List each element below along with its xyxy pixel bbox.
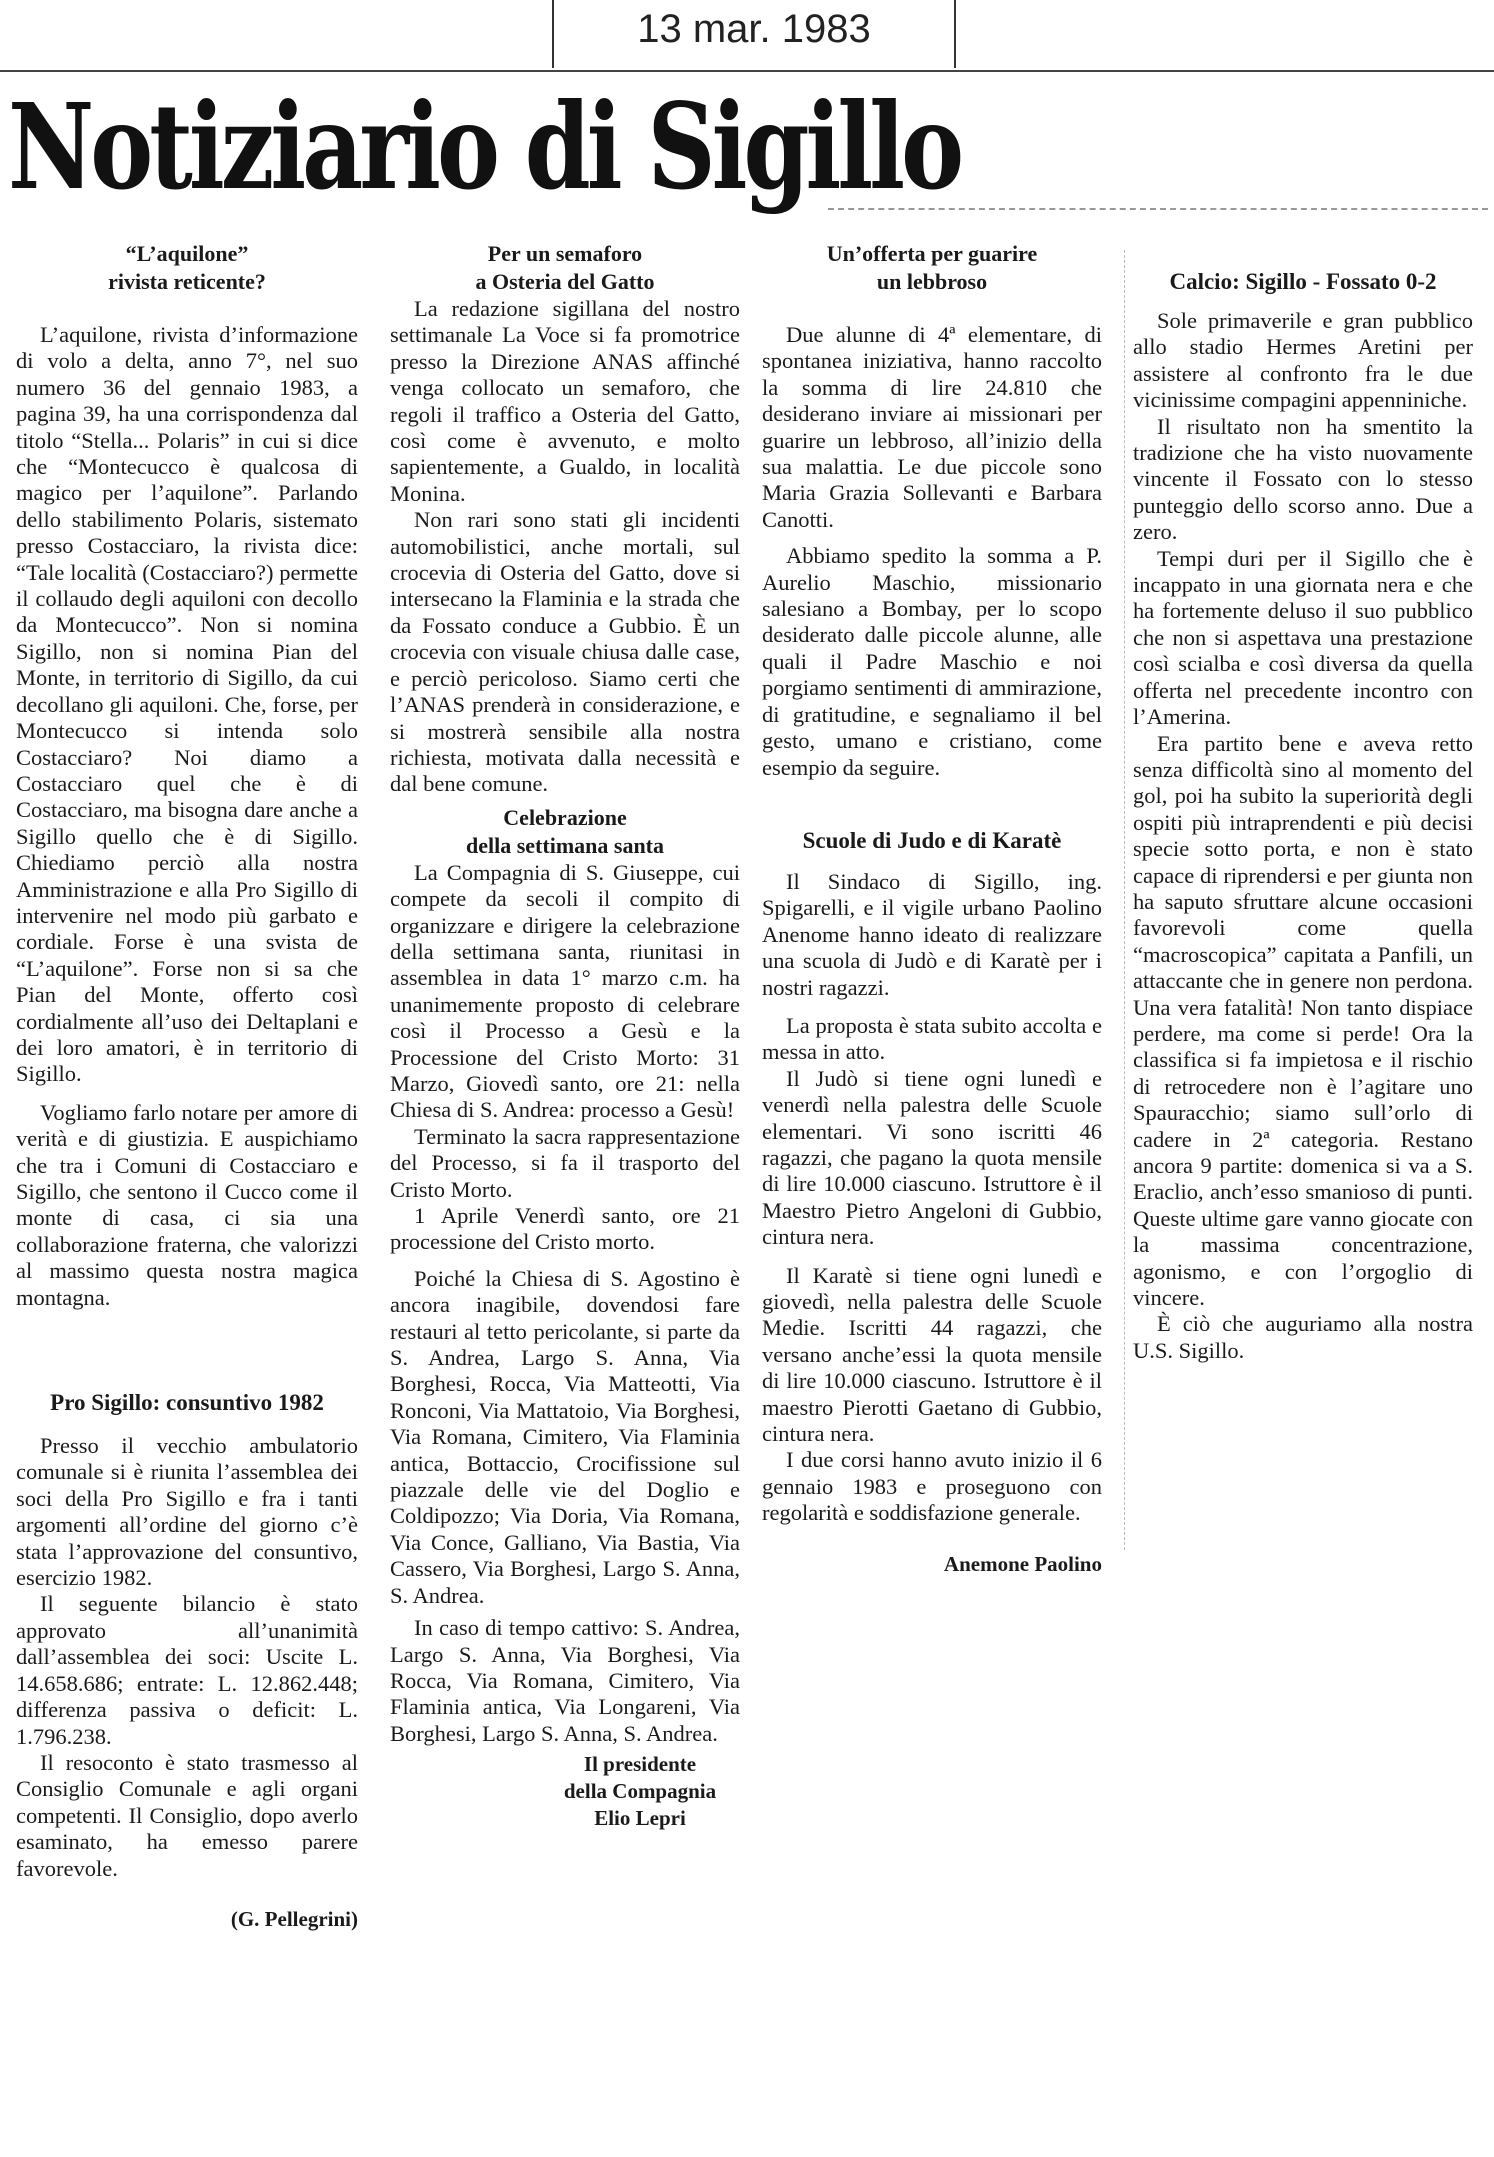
article-lebbroso xyxy=(762,240,1102,781)
article-paragraph: Sole primaverile e gran pubblico allo stadio Hermes Aretini per assistere al confronto fra le due vicinissime compagini appenniniche. xyxy=(1133,308,1473,413)
column-1 xyxy=(16,240,358,1933)
article-paragraph: I due corsi hanno avuto inizio il 6 gennaio 1983 e proseguono con regolarità e soddisfazione generale. xyxy=(762,1447,1102,1526)
article-paragraph: Non rari sono stati gli incidenti automobilistici, anche mortali, sul crocevia di Osteria del Gatto, dove si intersecano la Flaminia e la strada che da Fossato conduce a Gubbio. È un crocevia con visuale chiusa dalle case, e perciò pericoloso. Siamo certi che l’ANAS prenderà in considerazione, e si mostrerà sensibile alla nostra richiesta, motivata dalla necessità e dal bene comune. xyxy=(390,507,740,797)
article-paragraph: Era partito bene e aveva retto senza difficoltà sino al momento del gol, poi ha subito la superiorità degli ospiti più intraprendenti e più decisi specie sotto porta, e non è stato capace di riprendersi e per giunta non ha saputo sfruttare alcune occasioni favorevoli come quella “macroscopica” capitata a Panfili, un attaccante che in genere non perdona. Una vera fatalità! Non tanto dispiace perdere, ma come si perde! Ora la classifica si fa impietosa e il rischio di retrocedere non è l’agitare uno Spauracchio; siamo sull’orlo di cadere in 2ª categoria. Restano ancora 9 partite: domenica si va a S. Eraclio, anch’esso smanioso di punti. Queste ultime gare vanno giocate con la massima concentrazione, agonismo, e con l’orgoglio di vincere. xyxy=(1133,730,1473,1311)
article-paragraph: Presso il vecchio ambulatorio comunale si è riunita l’assemblea dei soci della Pro Sigillo e fra i tanti argomenti all’ordine del giorno c’è stata l’approvazione del consuntivo, esercizio 1982. xyxy=(16,1433,358,1591)
article-judo xyxy=(762,827,1102,1578)
article-paragraph: La redazione sigillana del nostro settimanale La Voce si fa promotrice presso la Direzione ANAS affinché venga collocato un semaforo, che regoli il traffico a Osteria del Gatto, così come è avvenuto, e molto sapientemente, a Gualdo, in località Monina. xyxy=(390,296,740,506)
article-paragraph: È ciò che auguriamo alla nostra U.S. Sigillo. xyxy=(1133,1311,1473,1363)
article-paragraph: Il Sindaco di Sigillo, ing. Spigarelli, e il vigile urbano Paolino Anenome hanno ideato di realizzare una scuola di Judò e di Karatè per i nostri ragazzi. xyxy=(762,868,1102,1000)
article-settimana-santa xyxy=(390,804,740,1832)
article-paragraph: In caso di tempo cattivo: S. Andrea, Largo S. Anna, Via Borghesi, Via Rocca, Via Romana, Cimitero, Via Flaminia antica, Via Longareni, Via Borghesi, Largo S. Anna, S. Andrea. xyxy=(390,1615,740,1746)
article-paragraph: Il Judò si tiene ogni lunedì e venerdì nella palestra delle Scuole elementari. Vi sono iscritti 46 ragazzi, che pagano la quota mensile di lire 10.000 ciascuno. Istruttore è il Maestro Pietro Angeloni di Gubbio, cintura nera. xyxy=(762,1065,1102,1250)
article-paragraph: Il seguente bilancio è stato approvato all’unanimità dall’assemblea dei soci: Uscite L. 14.658.686; entrate: L. 12.862.448; differenza passiva o deficit: L. 1.796.238. xyxy=(16,1591,358,1749)
article-paragraph: La proposta è stata subito accolta e messa in atto. xyxy=(762,1012,1102,1065)
article-paragraph: La Compagnia di S. Giuseppe, cui compete da secoli il compito di organizzare e dirigere la celebrazione della settimana santa, riunitasi in assemblea in data 1° marzo c.m. ha unanimemente proposto di celebrare così il Processo a Gesù e la Processione del Cristo Morto: 31 Marzo, Giovedì santo, ore 21: nella Chiesa di S. Andrea: processo a Gesù! xyxy=(390,859,740,1123)
article-signature-line3: Elio Lepri xyxy=(594,1806,686,1831)
article-title: Un’offerta per guarire xyxy=(826,241,1038,266)
article-title: Scuole di Judo e di Karatè xyxy=(802,827,1062,853)
article-paragraph: Il resoconto è stato trasmesso al Consiglio Comunale e agli organi competenti. Il Consiglio, dopo averlo esaminato, ha emesso parere favorevole. xyxy=(16,1749,358,1881)
article-paragraph: Vogliamo farlo notare per amore di verità e di giustizia. E auspichiamo che tra i Comuni di Costacciaro e Sigillo, che sentono il Cucco come il monte di casa, ci sia una collaborazione fraterna, che valorizzi al massimo questa nostra magica montagna. xyxy=(16,1099,358,1310)
article-title-line2: rivista reticente? xyxy=(108,269,266,294)
column-2 xyxy=(390,240,740,1832)
article-title: Celebrazione xyxy=(503,804,627,830)
masthead-title: Notiziario di Sigillo xyxy=(8,77,961,216)
article-paragraph: Due alunne di 4ª elementare, di spontanea iniziativa, hanno raccolto la somma di lire 24.810 che desiderano inviare ai missionari per guarire un lebbroso, all’inizio della sua malattia. Le due piccole sono Maria Grazia Sollevanti e Barbara Canotti. xyxy=(762,322,1102,532)
article-paragraph: 1 Aprile Venerdì santo, ore 21 processione del Cristo morto. xyxy=(390,1203,740,1255)
article-signature: Il presidente xyxy=(583,1752,697,1777)
article-paragraph: Il risultato non ha smentito la tradizione che ha visto nuovamente vincente il Fossato con lo stesso punteggio dello scorso anno. Due a zero. xyxy=(1133,413,1473,545)
article-semaforo xyxy=(390,240,740,798)
article-paragraph: Il Karatè si tiene ogni lunedì e giovedì, nella palestra delle Scuole Medie. Iscritti 44 ragazzi, che versano anche’essi la quota mensile di lire 10.000 ciascuno. Istruttore è il maestro Pierotti Gaetano di Gubbio, cintura nera. xyxy=(762,1262,1102,1447)
column-divider xyxy=(1124,250,1126,1550)
article-aquilone xyxy=(16,240,358,1311)
article-title-line2: a Osteria del Gatto xyxy=(475,269,655,294)
article-paragraph: L’aquilone, rivista d’informazione di volo a delta, anno 7°, nel suo numero 36 del gennaio 1983, a pagina 39, ha una corrispondenza dal titolo “Stella... Polaris” in cui si dice che “Montecucco è qualcosa di magico per l’aquilone”. Parlando dello stabilimento Polaris, sistemato presso Costacciaro, la rivista dice: “Tale località (Costacciaro?) permette il collaudo degli aquiloni con decollo da Montecucco”. Non si nomina Sigillo, non si nomina Pian del Monte, in territorio di Sigillo, da cui decollano gli aquiloni. Che, forse, per Montecucco si intenda solo Costacciaro? Noi diamo a Costacciaro quel che è di Costacciaro, ma bisogna dare anche a Sigillo quello che è di Sigillo. Chiediamo perciò alla nostra Amministrazione e alla Pro Sigillo di intervenire nel modo più garbato e cordiale. Forse è una svista de “L’aquilone”. Forse non si sa che Pian del Monte, offerto così cordialmente all’uso dei Deltaplani e dei loro amatori, è in territorio di Sigillo. xyxy=(16,322,358,1087)
article-title: Calcio: Sigillo - Fossato 0-2 xyxy=(1169,269,1437,294)
article-paragraph: Terminato la sacra rappresentazione del Processo, si fa il trasporto del Cristo Morto. xyxy=(390,1123,740,1202)
article-calcio xyxy=(1133,240,1473,1364)
article-title-line2: un lebbroso xyxy=(876,269,988,294)
article-signature: (G. Pellegrini) xyxy=(230,1906,358,1931)
article-paragraph: Poiché la Chiesa di S. Agostino è ancora inagibile, dovendosi fare restauri al tetto pericolante, si parte da S. Andrea, Largo S. Anna, Via Borghesi, Rocca, Via Matteotti, Via Ronconi, Via Mattatoio, Via Borghesi, Via Romana, Cimitero, Via Flaminia antica, Bottaccio, Crocifissione sul piazzale delle vie del Doglio e Coldipozzo; Via Doria, Via Romana, Via Conce, Galliano, Via Bastia, Via Cassero, Via Borghesi, Largo S. Anna, S. Andrea. xyxy=(390,1265,740,1608)
article-signature: Anemone Paolino xyxy=(943,1551,1102,1576)
article-title: “L’aquilone” xyxy=(125,241,249,266)
article-signature-line2: della Compagnia xyxy=(563,1779,717,1804)
article-title-line2: della settimana santa xyxy=(466,832,664,858)
article-title: Pro Sigillo: consuntivo 1982 xyxy=(50,1390,324,1416)
top-rule xyxy=(0,70,1494,72)
article-title: Per un semaforo xyxy=(487,241,643,266)
masthead-rule xyxy=(828,208,1488,210)
article-consuntivo xyxy=(16,1389,358,1933)
column-4 xyxy=(1133,240,1473,1364)
column-3 xyxy=(762,240,1102,1578)
date-stamp: 13 mar. 1983 xyxy=(552,0,956,68)
article-paragraph: Tempi duri per il Sigillo che è incappato in una giornata nera e che ha fortemente deluso il suo pubblico che non si aspettava una prestazione così scialba e così diversa da quella offerta nel precedente incontro con l’Amerina. xyxy=(1133,545,1473,730)
article-paragraph: Abbiamo spedito la somma a P. Aurelio Maschio, missionario salesiano a Bombay, per lo scopo desiderato dalle piccole alunne, alle quali il Padre Maschio e noi porgiamo sentimenti di ammirazione, di gratitudine, e segnaliamo il bel gesto, umano e cristiano, come esempio da seguire. xyxy=(762,543,1102,780)
